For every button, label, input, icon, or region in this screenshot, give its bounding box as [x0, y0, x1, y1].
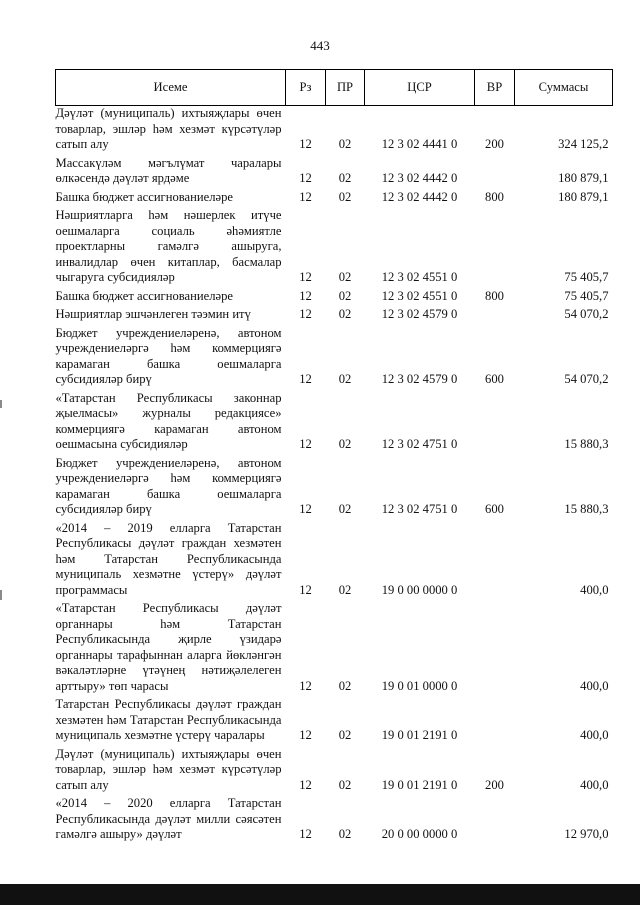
row-rz: 12	[299, 137, 312, 151]
row-pr: 02	[338, 777, 352, 792]
row-vr: 200	[485, 137, 504, 151]
row-amount: 400,0	[580, 582, 609, 597]
row-vr	[475, 307, 515, 326]
row-amount: 400,0	[580, 777, 609, 792]
row-pr: 02	[338, 171, 352, 185]
row-name: Бюджет учреждениеләренә, автоном учреждениеләргә һәм коммерциягә карамаган башка оешмаларга субсидияләр бирү	[55, 455, 282, 516]
row-name: «2014 – 2020 елларга Татарстан Республикасында дәүләт милли сәясәтен гамәлгә ашыру» дәүләт	[55, 796, 282, 841]
row-name: Дәүләт (муниципаль) ихтыяҗлары өчен товарлар, эшләр һәм хезмәт күрсәтүләр сатып алу	[55, 746, 282, 792]
row-vr	[475, 156, 515, 190]
row-pr: 02	[338, 189, 352, 204]
row-amount: 15 880,3	[564, 502, 609, 516]
header-csr: ЦСР	[365, 70, 475, 106]
row-vr: 600	[485, 372, 504, 386]
row-name: Башка бюджет ассигнованиеләре	[55, 288, 233, 303]
row-amount: 54 070,2	[564, 307, 609, 321]
scan-border	[0, 884, 640, 905]
row-csr: 20 0 00 0000 0	[381, 827, 458, 841]
table-row	[56, 747, 613, 797]
table-header-row	[56, 70, 613, 106]
row-rz: 12	[299, 582, 312, 597]
row-csr: 19 0 01 2191 0	[381, 728, 458, 742]
row-name: Нәшриятларга һәм нәшерлек итүче оешмаларга социаль әһәмиятле проектларны гамәлгә ашыруга, инвалидлар өчен китаплар, басмалар чыгаруга субсидияләр	[55, 208, 282, 284]
row-csr: 12 3 02 4751 0	[381, 502, 458, 516]
row-vr	[475, 521, 515, 602]
row-csr: 12 3 02 4579 0	[381, 372, 458, 386]
row-amount: 324 125,2	[558, 137, 609, 151]
row-name: «Татарстан Республикасы законнар җыелмасы» журналы редакциясе» коммерциягә карамаган автоном оешмасына субсидияләр	[55, 390, 282, 451]
row-csr: 19 0 01 2191 0	[381, 777, 458, 792]
row-rz: 12	[299, 270, 312, 284]
row-csr: 19 0 01 0000 0	[381, 678, 458, 693]
row-rz: 12	[299, 288, 312, 303]
table-row	[56, 289, 613, 308]
row-amount: 15 880,3	[564, 437, 609, 451]
row-amount: 75 405,7	[564, 270, 609, 284]
scan-artifact	[0, 590, 2, 600]
row-amount: 180 879,1	[558, 171, 609, 185]
row-vr	[475, 601, 515, 697]
row-pr: 02	[338, 137, 352, 151]
row-vr: 200	[485, 777, 504, 792]
row-name: Татарстан Республикасы дәүләт граждан хезмәтен һәм Татарстан Республикасында муниципаль хезмәтне үстерү чаралары	[55, 697, 282, 742]
header-vr: ВР	[475, 70, 515, 106]
scan-artifact	[0, 400, 2, 408]
budget-table	[55, 69, 613, 846]
row-csr: 12 3 02 4551 0	[381, 288, 458, 303]
row-pr: 02	[338, 288, 352, 303]
row-rz: 12	[299, 678, 312, 693]
row-name: Массакүләм мәгълүмат чаралары өлкәсендә дәүләт ярдәме	[55, 155, 282, 185]
row-csr: 12 3 02 4441 0	[381, 137, 458, 151]
table-row	[56, 796, 613, 846]
row-rz: 12	[299, 372, 312, 386]
table-row	[56, 521, 613, 602]
row-amount: 400,0	[580, 678, 609, 693]
header-name: Исеме	[56, 70, 286, 106]
header-rz: Рз	[286, 70, 326, 106]
row-csr: 12 3 02 4442 0	[381, 189, 458, 204]
table-row	[56, 391, 613, 456]
row-pr: 02	[338, 502, 352, 516]
row-pr: 02	[338, 270, 352, 284]
row-rz: 12	[299, 827, 312, 841]
row-name: Нәшриятлар эшчәнлеген тәэмин итү	[55, 307, 251, 321]
table-row	[56, 697, 613, 747]
row-amount: 180 879,1	[558, 189, 609, 204]
row-amount: 400,0	[580, 728, 609, 742]
row-amount: 54 070,2	[564, 372, 609, 386]
row-pr: 02	[338, 437, 352, 451]
row-amount: 12 970,0	[564, 827, 609, 841]
row-rz: 12	[299, 189, 312, 204]
row-rz: 12	[299, 171, 312, 185]
row-vr: 600	[485, 502, 504, 516]
row-vr: 800	[485, 189, 504, 204]
table-row	[56, 456, 613, 521]
row-csr: 12 3 02 4751 0	[381, 437, 458, 451]
row-name: Бюджет учреждениеләренә, автоном учреждениеләргә һәм коммерциягә карамаган башка оешмаларга субсидияләр бирү	[55, 325, 282, 386]
header-pr: ПР	[326, 70, 365, 106]
table-row	[56, 156, 613, 190]
row-rz: 12	[299, 728, 312, 742]
row-name: «Татарстан Республикасы дәүләт органнары һәм Татарстан Республикасында җирле үзидарә органнары тарафыннан аларга йөкләнгән вәкаләтләрне үтәүнең нәтиҗәлелеген арттыру» төп чарасы	[55, 601, 282, 693]
row-vr	[475, 208, 515, 289]
row-rz: 12	[299, 307, 312, 321]
row-pr: 02	[338, 307, 352, 321]
row-vr	[475, 796, 515, 846]
row-pr: 02	[338, 827, 352, 841]
header-amount: Суммасы	[515, 70, 613, 106]
row-pr: 02	[338, 728, 352, 742]
row-amount: 75 405,7	[564, 288, 609, 303]
table-row	[56, 208, 613, 289]
row-csr: 19 0 00 0000 0	[381, 582, 458, 597]
row-name: Дәүләт (муниципаль) ихтыяҗлары өчен товарлар, эшләр һәм хезмәт күрсәтүләр сатып алу	[55, 106, 282, 151]
row-vr	[475, 697, 515, 747]
row-rz: 12	[299, 502, 312, 516]
row-name: «2014 – 2019 елларга Татарстан Республикасы дәүләт граждан хезмәтен һәм Татарстан Республикасында муниципаль хезмәтне үстерү» дәүләт программасы	[55, 520, 282, 597]
row-name: Башка бюджет ассигнованиеләре	[55, 189, 233, 204]
table-row	[56, 326, 613, 391]
table-row	[56, 190, 613, 209]
row-csr: 12 3 02 4442 0	[381, 171, 458, 185]
row-rz: 12	[299, 777, 312, 792]
row-pr: 02	[338, 582, 352, 597]
table-row	[56, 601, 613, 697]
row-vr	[475, 391, 515, 456]
row-pr: 02	[338, 372, 352, 386]
row-pr: 02	[338, 678, 352, 693]
row-rz: 12	[299, 437, 312, 451]
row-vr: 800	[485, 288, 504, 303]
page-number: 443	[310, 38, 330, 53]
row-csr: 12 3 02 4579 0	[381, 307, 458, 321]
row-csr: 12 3 02 4551 0	[381, 270, 458, 284]
table-row	[56, 106, 613, 156]
table-row	[56, 307, 613, 326]
